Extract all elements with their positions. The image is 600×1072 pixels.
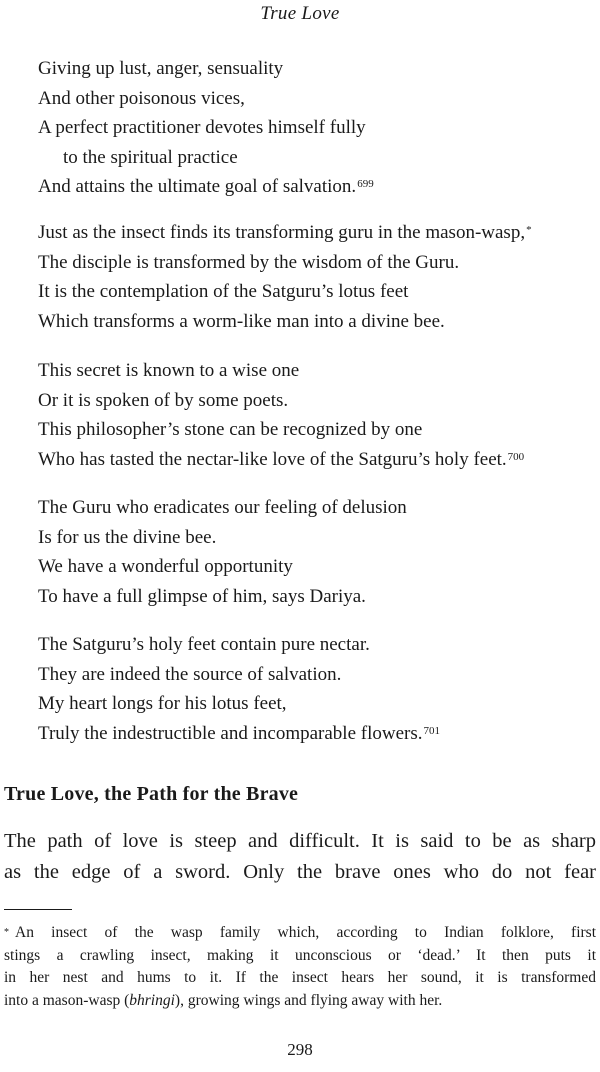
endnote-ref: 699 bbox=[357, 178, 374, 190]
verse-line: This secret is known to a wise one bbox=[38, 360, 300, 381]
verse-line bbox=[38, 172, 600, 202]
body-paragraph bbox=[4, 826, 596, 888]
body-line: The path of love is steep and difficult. It is said to be as sharp bbox=[4, 830, 596, 852]
verse-line: Giving up lust, anger, sensuality bbox=[38, 58, 284, 79]
body-line: as the edge of a sword. Only the brave ones who do not fear bbox=[4, 861, 596, 883]
verse-line bbox=[38, 445, 600, 475]
verse-line bbox=[38, 719, 600, 749]
section-heading: True Love, the Path for the Brave bbox=[4, 783, 299, 805]
verse-stanza-1 bbox=[38, 54, 600, 202]
footnote-line-text: An insect of the wasp family which, according to Indian folklore, first bbox=[15, 924, 596, 941]
footnote-mark: * bbox=[4, 927, 9, 938]
footnote-line bbox=[4, 922, 596, 945]
verse-line: We have a wonderful opportunity bbox=[38, 556, 293, 577]
verse-line: The Guru who eradicates our feeling of delusion bbox=[38, 497, 407, 518]
footnote-line bbox=[4, 990, 596, 1013]
verse-line: A perfect practitioner devotes himself fully bbox=[38, 117, 366, 138]
verse-line: It is the contemplation of the Satguru’s lotus feet bbox=[38, 281, 409, 302]
verse-line-text: And attains the ultimate goal of salvation. bbox=[38, 176, 357, 197]
verse-line: Is for us the divine bee. bbox=[38, 526, 217, 548]
verse-line-text: Truly the indestructible and incomparable flowers. bbox=[38, 722, 423, 744]
verse-line-text: Who has tasted the nectar-like love of the Satguru’s holy feet. bbox=[38, 448, 507, 470]
footnote-italic-term: bhringi bbox=[129, 991, 175, 1009]
footnote-rule bbox=[4, 909, 72, 910]
verse-line: Which transforms a worm-like man into a divine bee. bbox=[38, 310, 445, 332]
footnote-line: in her nest and hums to it. If the insect hears her sound, it is transformed bbox=[4, 969, 596, 986]
verse-line: And other poisonous vices, bbox=[38, 87, 245, 109]
footnote-text: ), growing wings and flying away with her. bbox=[174, 991, 443, 1009]
verse-stanza-4 bbox=[38, 493, 600, 611]
footnote bbox=[4, 922, 596, 1012]
verse-line: My heart longs for his lotus feet, bbox=[38, 693, 287, 714]
verse-stanza-3 bbox=[38, 356, 600, 474]
verse-line: to the spiritual practice bbox=[63, 146, 238, 168]
verse-line: Or it is spoken of by some poets. bbox=[38, 389, 289, 411]
verse-stanza-5 bbox=[38, 630, 600, 748]
page-number: 298 bbox=[287, 1040, 313, 1059]
verse-line bbox=[38, 218, 600, 248]
running-head: True Love bbox=[260, 3, 340, 24]
endnote-ref: 700 bbox=[507, 450, 525, 463]
verse-line: This philosopher’s stone can be recognized by one bbox=[38, 419, 423, 440]
footnote-line: stings a crawling insect, making it unconscious or ‘dead.’ It then puts it bbox=[4, 946, 596, 964]
verse-line: To have a full glimpse of him, says Dariya. bbox=[38, 585, 366, 607]
verse-stanza-2 bbox=[38, 218, 600, 336]
verse-line: The disciple is transformed by the wisdom of the Guru. bbox=[38, 251, 460, 273]
verse-line: The Satguru’s holy feet contain pure nectar. bbox=[38, 634, 370, 655]
verse-line: They are indeed the source of salvation. bbox=[38, 663, 342, 685]
verse-line-text: Just as the insect finds its transforming guru in the mason-wasp, bbox=[38, 222, 526, 243]
footnote-text: into a mason-wasp ( bbox=[4, 991, 130, 1009]
footnote-ref: * bbox=[526, 224, 532, 236]
endnote-ref: 701 bbox=[423, 724, 440, 737]
